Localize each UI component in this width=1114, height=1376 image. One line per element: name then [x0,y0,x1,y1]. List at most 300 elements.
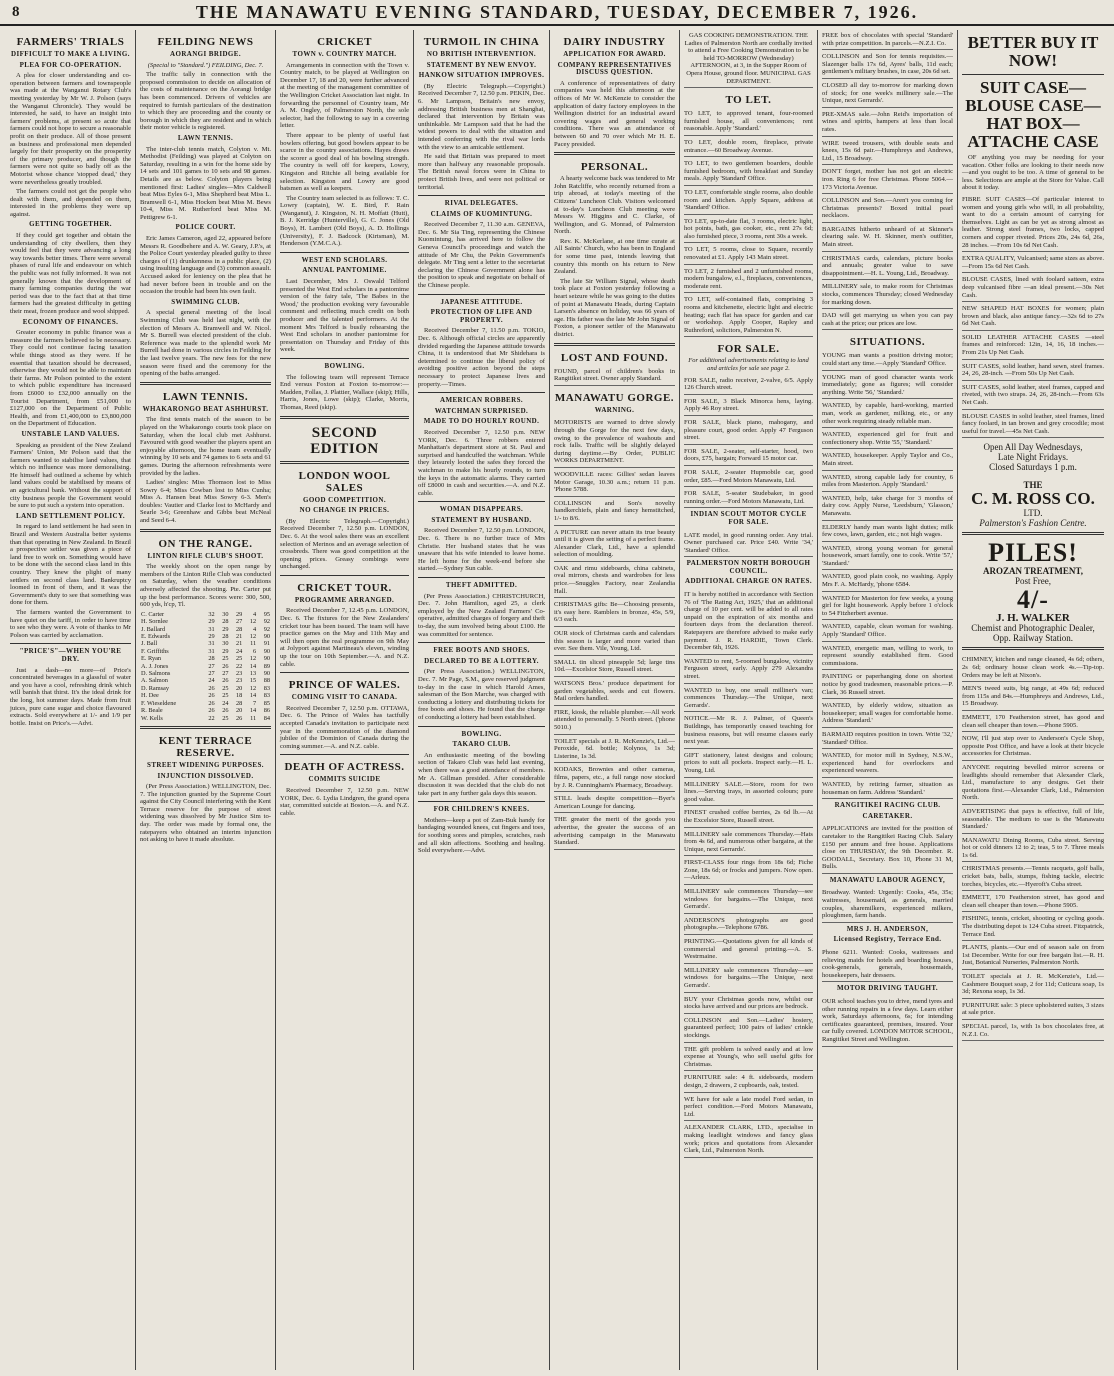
score-cell: 84 [263,714,270,722]
score-cell: 23 [236,677,243,685]
classified-ad: WE have for sale a late model Ford sedan, in perfect condition.—Ford Motors Manawatu, Ltd. [684,1094,813,1122]
shooter-name: J. Ballard [141,625,166,633]
notice-heading: MANAWATU GORGE. [554,391,675,404]
score-cell: 25 [222,655,229,663]
classified-ad: CLOSED all day to-morrow for marking down of stock; for one week's millinery sale.—The Unique, next Gerrards'. [822,80,953,108]
score-cell: 15 [249,677,257,685]
for-sale-ad: FOR SALE, 3 Black Minorca hens, laying. Apply 46 Roy street. [684,396,813,416]
product-item: SUIT CASES, solid leather, hand sewn, steel frames. 24, 26, 28-inch. —From 50s Up Net Cash. [962,361,1104,381]
classified-note: For additional advertisements relating to land and articles for sale see page 2. [688,357,809,372]
score-cell: 14 [249,707,257,715]
advert-heading: "PRICE'S"—WHEN YOU'RE DRY. [19,647,122,663]
product-item: SUIT CASES, solid leather, steel frames, capped and riveted, with two straps. 24, 26, 28-inch.—From 63s Net Cash. [962,382,1104,410]
score-cell: 20 [236,684,243,692]
score-cell: 25 [222,684,229,692]
column-farmers-trials [6,30,136,1370]
classified-ad: COLLINSON and Son.—Aren't you coming for Christmas presents? Boxed initial pearl necklaces. [822,195,953,223]
classified-ad: FISHING, tennis, cricket, shooting or cycling goods. The distributing depot is 124 Cuba street. Fitzpatrick, Terrace End. [962,913,1104,941]
for-sale-ad: FOR SALE, 2-seater, self-starter, hood, two doors, £75, bargain; Forward 15 motor car. [684,446,813,466]
score-cell: 29 [222,625,229,633]
score-cell: 29 [208,618,215,626]
article-paragraph: A special general meeting of the local Swimming Club was held last night, with the election of Messrs A. Bramwell and W. Nicol. Mr S. Burrell was elected president of the club. Reference was made to the splendid work Mr Burrell had done in various circles in Feilding for the last twelve years. The new fees for the new season were fixed and the ceremony for the opening of the baths arranged. [140,309,271,378]
gas-demo-ad: GAS COOKING DEMONSTRATION. THE Ladies of Palmerston North are cordially invited to attend a Free Cooking Demonstration to be held TO-MORROW (Wednesday) AFTERNOON, at 3, in the Supper Room of Opera House, ground floor. MUNICIPAL GAS DEPARTMENT. [684,30,813,88]
article-subheading: AMERICAN ROBBERS. [439,396,524,405]
article-subheading: TOWN v. COUNTRY MATCH. [292,50,397,58]
classified-ad: PRINTING.—Quotations given for all kinds of commercial and general printing.—A. S. Westrmaine. [684,936,813,964]
classified-heading: SITUATIONS. [849,336,926,349]
classified-ad: PLANTS, plants.—Our end of season sale on from 1st December. Write for our free bargain list.—R. H. Just, Botanical Nurseries, Palmerston North. [962,942,1104,970]
article-paragraph: The farmers could not get the people who dealt with them, and depended on them, interested in the problems they were up against. [10,188,131,218]
score-cell: 26 [222,707,229,715]
masthead [0,0,1114,26]
article-paragraph: (Per Press Association.) WELLINGTON, Dec. 7. The injunction granted by the Supreme Court against the City Council interfering with the Kent Terrace reserve for the purpose of street widening was dissolved by Mr Justice Sim to-day. The order was made by formal one, the ratepayers who obtained an interim injunction not asking to have it made absolute. [140,783,271,844]
score-cell: 13 [249,670,257,678]
classified-ad: ANDERSON'S photographs are good photographs.—Telephone 6786. [684,915,813,935]
classified-ad: MILLINERY sale commences Thursday—see windows for bargains.—The Unique, next Gerrards'. [684,886,813,914]
article-heading: DAIRY INDUSTRY [563,36,666,48]
situation-ad: WANTED, housekeeper. Apply Taylor and Co., Main street. [822,450,953,470]
article-paragraph: If they could get together and obtain the understanding of city dwellers, then they would feel that they were advancing a long way towards better times. There were several phases of rural life and endeavour on which the public was not fully informed. It was not generally known that the development of many farming companies during the war period was due to the fact that at that time farmers had the greatest difficulty in getting their meat, frozen produce and wool shipped. [10,232,131,315]
score-cell: 7 [252,699,257,707]
notice-text: IT is hereby notified in accordance with Section 76 of 'The Rating Act, 1925,' that an additional charge of 10 per cent. will be added to all rates unpaid on the expiration of six months and fourteen days from the declaration thereof. Ratepayers are therefore advised to make early payment. J. R. HARDIE, Town Clerk. December 6th, 1926. [684,589,813,655]
score-cell: 12 [249,618,257,626]
article-heading: PRINCE OF WALES. [288,679,401,692]
score-cell: 14 [249,662,257,670]
ad-intro: OF anything you may be needing for your vacation. Other folks are looking to their needs now—and you ought to be too. A time of general to be less. Selections are ample at the Store for Value. Call about it today. [962,154,1104,192]
score-row [140,626,271,633]
article-paragraph: The Country team selected is as follows: T. C. Lowry (captain), W. E. Bird, F. Rain (Wanganui), J. Kingston, N. H. Moffatt (Hutt), B. J. Kerridge (Hunterville), G. C. Jones (Old Boys), H. Lambert (Old Boys), A. D. Hollings (University), F. J. Badcock (Kirtsman), M. Henderson (Y.M.C.A.). [280,194,409,248]
classified-ad: WANTED to rent, 5-roomed bungalow, vicinity Ferguson street, early. Apply 279 Alexandra street. [684,656,813,684]
shooter-name: E. Ryan [141,655,162,663]
ad-headline-line: HAT BOX— [986,114,1080,133]
rifle-scores-table [140,611,271,722]
score-row [140,655,271,662]
article-heading: TURMOIL IN CHINA [423,36,540,48]
score-cell: 28 [236,699,243,707]
situation-ad: WANTED, experienced girl for fruit and confectionery shop. Write '55,' 'Standard.' [822,429,953,449]
classified-ad: WANTED to buy, one small milliner's van; commences Thursday.—The Unique, next Gerrards'. [684,685,813,713]
article-subheading: COMING VISIT TO CANADA. [291,693,398,702]
store-ltd: LTD. [1023,508,1043,519]
to-let-ad: TO LET, 2 furnished and 2 unfurnished rooms, modern bungalow, e.l., fireplaces, conveniences, moderate rent. [684,266,813,294]
score-cell: 92 [263,625,270,633]
product-item: BLOUSE CASES, lined with foolard satteen, extra deep vulcanised fibre —an ideal present.—30s Net Cash. [962,274,1104,302]
classified-ad: TOILET specials at J. R. McKenzie's, Ltd.—Cashmere Bouquet soap, 2 for 11d; Cuticura soap, 1s 3d; Rexona soap, 1s 3d. [962,971,1104,999]
article-paragraph: Ladies' singles: Miss Thomson lost to Miss Sowry 6-4; Miss Cowban lost to Miss Cunha; Miss A. Hansen beat Miss Sowry 6-3. Men's doubles: Vautier and Clarke lost to McHardy and Searle 3-6; Greenhaw and Gibbs beat McNeal and Seed 6-4. [140,479,271,525]
article-heading: FARMERS' TRIALS [16,36,125,48]
score-cell: 91 [263,640,270,648]
article-subheading: TAKARO CLUB. [452,740,511,749]
article-subheading: WEST END SCHOLARS. [301,255,388,264]
article-heading: LAWN TENNIS. [162,390,249,403]
article-paragraph: An enthusiastic meeting of the bowling section of Takaro Club was held last evening, when there was a good attendance of members. Mr A. Gillman presided. After considerable discussion it was decided that the club do not take part in any further gala days this season. [418,751,545,797]
score-cell: 85 [263,699,270,707]
classified-ad: COLLINSON and Son.—Ladies' hosiery, guaranteed perfect; 100 pairs of ladies' crinkle stockings. [684,1015,813,1043]
classified-ad: ADVERTISING that pays is effective, full of life, seasonable. The medium to use is the 'Manawatu Standard.' [962,806,1104,834]
article-subheading: MADE TO DO HOURLY ROUND. [423,417,540,426]
article-subheading: UNSTABLE LAND VALUES. [21,429,120,438]
score-cell: 26 [208,699,215,707]
article-subheading: LAWN TENNIS. [177,133,234,142]
classified-ad: WIRE tweed trousers, with double seats and knees, 15s 6d pair.—Humphreys and Andrews, Ltd., 15 Broadway. [822,138,953,166]
store-name: C. M. ROSS CO. [971,489,1095,509]
classified-ad: STILL leads despite competition—Byer's American Lounge for dancing. [554,793,675,813]
to-let-ad: TO LET, up-to-date flat, 3 rooms, electric light, hot points, bath, gas cooker, etc., rent 27s 6d; also furnished piece, 3 rooms, rent 30s a week. [684,216,813,244]
article-paragraph: Received December 7, 11.30 a.m. GENEVA, Dec. 6. Mr Sia Ting, representing the Chinese Kuomintung, has arrived here to follow the Geneva Council's proceedings and watch the attitude of Mr Chu, the Pekin Government's delegate. Mr Ting sent a letter to the secretariat declaring the Chinese Government alone has the position to speak and negotiate on behalf of the Chinese people. [418,221,545,290]
situation-ad: PAINTING or paperhanging done on shortest notice by good tradesmen, reasonable prices.—P. Clark, 36 Russell street. [822,671,953,699]
classified-heading: INDIAN SCOUT MOTOR CYCLE FOR SALE. [690,510,807,526]
score-cell: 12 [249,684,257,692]
classified-ad: OAK and rimu sideboards, china cabinets, oval mirrors, chests and wardrobes for less price.—Snuggles Factory, near Zealandia Hall. [554,563,675,598]
score-cell: 28 [222,633,229,641]
classified-ad: FURNITURE sale: 3 piece upholstered suites, 3 sizes at sale price. [962,1000,1104,1020]
situation-ad: WANTED, help, take charge for 3 months of dairy cow. Apply Nurse, 'Leedsburn,' 'Glasson,' Manawatu. [822,493,953,521]
score-cell: 30 [222,640,229,648]
notice-subheading: WARNING. [594,405,635,414]
score-cell: 25 [236,655,243,663]
score-cell: 26 [208,684,215,692]
article-paragraph: A hearty welcome back was tendered to Mr John Ratcliffe, who recently returned from a trip abroad, at today's meeting of the Citizens' Luncheon Club. Visitors welcomed at to-day's Luncheon Club meeting were Messrs W. Higgins and C. Clarke, of Wellington, and G. Monrad, of Palmerston North. [554,175,675,236]
score-cell: 90 [263,633,270,641]
for-sale-ad: FOR SALE, black piano, mahogany, and pleasure court, good order. Apply 47 Ferguson street. [684,417,813,445]
shooter-name: D. Salmons [141,670,171,678]
classified-ad: GIFT stationery, latest designs and colours; prices to suit all pockets. Inspect early.—H. L. Young, Ltd. [684,750,813,778]
shooter-name: F. Wieseldene [141,699,177,707]
classified-ad: BARGAINS hitherto unheard of at Skinner's clearing sale. W. H. Skinner, men's outfitter, Main street. [822,224,953,252]
score-cell: 27 [208,670,215,678]
article-paragraph: Received December 7, 11.50 p.m. TOKIO, Dec. 6. Although official circles are apparently divided regarding the Japanese attitude towards China, it is understood that Mr Shidehara is determined to continue the liberal policy of avoiding positive action beyond the steps necessary to protect Japanese lives and property.—Times. [418,327,545,388]
notice-heading: RANGITIKEI RACING CLUB. [834,801,941,810]
article-subheading: WOMAN DISAPPEARS. [439,505,524,514]
notice-text: OUR school teaches you to drive, mend tyres and other running repairs in a few days. Learn either work, Saturdays afternoons, 6s; for intending certificates guaranteed, premises, insured. Your car fully covered. LONDON MOTOR SCHOOL, Rangitikei Street and Wellington. [822,996,953,1047]
article-paragraph: Received December 7, 12.45 p.m. LONDON, Dec. 6. The fixtures for the New Zealanders' cricket tour has been issued. The team will have practice games on the May and 11th May and will then open the real programme on 9th May at Jolyport against Martineau's eleven, winding up the tour on 10th September.—A. and N.Z. cable. [280,607,409,668]
score-cell: 11 [250,640,257,648]
article-paragraph: There appear to be plenty of useful fast bowlers offering, but good bowlers appear to be scarce in the country associations. Hayes draws the scorer a good deal of his bowling strength. The country is well off for keepers, Lowry, Kingston and Ritchie all being available for selection. Kingston and Lowry are good batsmen as well as keepers. [280,131,409,193]
classified-list [822,30,953,330]
for-sale-list [684,375,813,509]
score-cell: 83 [263,684,270,692]
article-subheading: GETTING TOGETHER. [29,220,112,229]
article-paragraph: Last December, Mrs J. Oswald Telford presented the West End scholars in a pantomime version of the fairy tale, 'The Babes in the Wood,' the production evoking very favourable comment and reflecting much credit on both producer and the talented performers. At the moment Mrs Telford is busily rehearsing the West End scholars in another pantomime for presentation on Thursday and Friday of this week. [280,278,409,354]
classified-ad: MILLINERY sale commences Thursday—see windows for bargains.—The Unique, next Gerrards'. [684,965,813,993]
article-subheading: COMPANY REPRESENTATIVES DISCUSS QUESTION. [557,60,672,77]
notice-heading: PALMERSTON NORTH BOROUGH COUNCIL. [686,559,811,575]
score-cell: 24 [236,647,243,655]
notice-subheading: ADDITIONAL CHARGE ON RATES. [685,577,812,586]
article-subheading: STREET WIDENING PURPOSES. [147,760,264,769]
article-subheading: WHAKARONGO BEAT ASHHURST. [142,404,269,413]
classified-ad: FURNITURE sale: 4 ft. sideboards, modern design, 2 drawers, 2 cupboards, oak, tested. [684,1072,813,1092]
article-paragraph: The following team will represent Terrace End versus Foxton at Foxton to-morrow:—Madden, Follas, J. Plattier, Wallace (skip); Hills, Harris, Jones, Lowe (skip); Clarke, Morris, Thomas, Reed (skip). [280,373,409,411]
score-cell: 24 [208,677,215,685]
notice-heading: MOTOR DRIVING TAUGHT. [836,984,939,993]
article-subheading: PROGRAMME ARRANGED. [294,595,395,604]
chemist-location: Opp. Railway Station. [993,633,1073,644]
article-subheading: COMMITS SUICIDE [308,775,381,784]
score-row [140,677,271,684]
advert-text: Just a dash—no more—of Price's concentrated beverages in a glassful of water and you have a cool, refreshing drink which will banish that thirst. It's the ideal drink for the long, hot summer days. Made from fruit juices, pure cane sugar and choice flavoured extracts. Sold everywhere at 1/- and 1/9 per bottle. Insist on Price's.—Advt. [10,666,131,727]
article-subheading: STATEMENT BY NEW ENVOY. [426,60,537,69]
to-let-ad: TO LET, double room, fireplace, private entrance.—60 Broadway Avenue. [684,137,813,157]
score-row [140,648,271,655]
situation-ad: WANTED, for motor mill in Sydney, N.S.W., experienced hand for overlockers and experienced weavers. [822,750,953,778]
article-subheading: BOWLING. [461,729,502,738]
article-paragraph: (By Electric Telegraph.—Copyright.) Received December 7, 12.50 p.m. PEKIN, Dec. 6. Mr Lampson, Britain's new envoy, addressing British business men at Shanghai, declared that intervention by Britain was unthinkable. Mr Lampson said that he had the widest powers to deal with the situation and intended conferring with the rival war lords with the view to an amicable settlement. [418,82,545,151]
piles-headline: PILES! [988,538,1078,568]
score-cell: 11 [250,714,257,722]
score-cell: 92 [263,618,270,626]
for-sale-ad: FOR SALE, radio receiver, 2-valve, 6/5. Apply 126 Church street. [684,375,813,395]
article-paragraph: Greater economy in public finance was a measure the farmers believed to be necessary. They could not continue facing taxation while things stood as they were. If he essential that taxation should be decreased, otherwise they would not be able to maintain their farms. Mr Polson pointed to the extent to which public expenditure has increased from £6000 to £32,000 annually on the Tourist Department, from £51,000 to £127,000 on the Department of Public Health, and from £1,400,000 to £3,800,000 on the Department of Education. [10,329,131,428]
classified-ad: WATSONS Bros.' produce department for garden vegetables, seeds and cut flowers. Mail orders handled. [554,678,675,706]
classified-ad: MANAWATU Dining Rooms, Cuba street. Serving hot or cold dinners 12 to 2; teas, 5 to 7. Three meals 1s 6d. [962,835,1104,863]
score-cell: 25 [222,692,229,700]
score-cell: 25 [222,714,229,722]
classified-ad: CHIMNEY, kitchen and range cleaned, 4s 6d; others, 2s 6d; ordinary house clean work 4s.—Tip-top. Orders may be left at Nixon's. [962,654,1104,682]
classified-ad: LATE model, in good running order. Any trial. Owner purchased car. Price £40. Write '34,' 'Standard' Office. [684,530,813,558]
to-let-ad: TO LET, 5 rooms, close to Square, recently renovated at £1. Apply 143 Main street. [684,244,813,264]
article-paragraph: Speaking as president of the New Zealand Farmers' Union, Mr Polson said that the farmers wanted to stabilise land values, that which no influence was more demoralising. He himself had outlined a scheme by which land values could be stabilised by means of an agricultural bank. Without the support of city business people the Government would be sure to put such a system into operation. [10,441,131,510]
shooter-name: H. Sornlee [141,618,168,626]
classified-heading: TO LET. [725,94,772,107]
to-let-ad: TO LET, self-contained flats, comprising 3 rooms and kitchenette, electric light and electric heating; each flat has space for garden and car or workshop. Apply Cooper, Rapley and Ruthreford, solicitors, Palmerston N. [684,294,813,337]
classified-list [962,654,1104,1041]
product-item: BLOUSE CASES in solid leather, steel frames, lined fancy foolard, in tan brown and grey crocodile; most useful for travel.—45s Net Cash. [962,411,1104,439]
notice-subheading: Licensed Registry, Terrace End. [833,935,942,944]
situation-ad: WANTED, energetic man, willing to work, to represent soundly established firm. Good commissions. [822,643,953,671]
article-subheading: STATEMENT BY HUSBAND. [431,515,532,524]
to-let-list [684,108,813,337]
situations-list [822,350,953,799]
classified-heading: LOST AND FOUND. [560,351,669,364]
post-free: Post Free, [1015,576,1051,587]
article-paragraph: A plea for closer understanding and co-operation between farmers and townspeople was made at the Wanganui Rotary Club's meeting yesterday by Mr W. J. Polson (says the Wanganui Chronicle). They would be interested, he said, to have an insight into farmers' problems, at present so acute that farmers could not hope to secure a reasonable profit on their produce. All of those present as business and professional men depended largely for their prosperity on the prosperity of the primary producer, and though the farmers were not quite so badly off as the Motorist whose chance 'stopped dead,' they were nevertheless greatly troubled. [10,72,131,186]
column-cricket [276,30,414,1370]
article-paragraph: The farmers wanted the Government to have quiet on the tariff, in order to have time to see who they were. A vote of thanks to Mr Polson was carried by acclamation. [10,608,131,639]
classified-ad: EMMETT, 170 Featherston street, has good and clean sell cheaper than town.—Phone 5905. [962,892,1104,912]
notice-text: APPLICATIONS are invited for the position of caretaker to the Rangitikei Racing Club. Salary £150 per annum and free house. Applications close on THURSDAY, the 9th December. R. GOODALL, Secretary. Box 10, Phone 31 M, Bulls. [822,823,953,874]
score-cell: 21 [236,633,243,641]
score-cell: 31 [208,647,215,655]
score-cell: 29 [222,647,229,655]
wanted-list [684,656,813,1158]
score-row [140,670,271,677]
score-cell: 26 [222,662,229,670]
classified-ad: ANYONE requiring bevelled mirror screens or leadlights should remember that Alexander Clark, Ltd., manufacture to any designs. Get their quotations first.—Alexander Clark, Ltd., Palmerston North. [962,762,1104,805]
score-cell: 28 [222,618,229,626]
article-subheading: RIVAL DELEGATES. [444,199,519,208]
notice-heading: MANAWATU LABOUR AGENCY, [829,875,946,884]
article-paragraph: (Per Press Association.) WELLINGTON, Dec. 7. Mr Page, S.M., gave reserved judgment to-day in the case in which Harold Ames, salesman of the Bon Marche, was charged with conducting a lottery and distributing tickets for free boots and shoes. He found that the charge of conducting a lottery had been established. [418,668,545,721]
article-subheading: WATCHMAN SURPRISED. [434,406,529,415]
classified-ad: OUR stock of Christmas cards and calendars this season is larger and more varied than ever. See them. Vile, Young, Ltd. [554,628,675,656]
score-cell: 90 [263,647,270,655]
article-subheading: LAND SETTLEMENT POLICY. [16,511,125,520]
classified-ad: FINEST crushed coffee berries, 2s 6d lb.—At the Excelsior Store, Russell street. [684,807,813,827]
ad-headline: BETTER BUY IT NOW! [967,33,1099,70]
score-cell: 31 [208,625,215,633]
article-heading: LONDON WOOL SALES [298,469,391,494]
score-row [140,692,271,699]
situation-ad: WANTED, good plain cook, no washing. Apply Mrs F. A. McHardy, 'phone 6584. [822,571,953,591]
classified-ad: NOW, I'll just step over to Anderson's Cycle Shop, opposite Post Office, and have a look at their bicycle accessories for Christmas. [962,733,1104,761]
classified-ad: A PICTURE can never attain its true beauty until it is given the setting of a perfect frame. Alexander Clark, Ltd., have a splendid selection of moulding. [554,527,675,562]
article-paragraph: The weekly shoot on the open range by members of the Linton Rifle Club was conducted on Saturday, when the weather conditions adversely affected the shooting. Pte. Carter put up the best performance. Scores were: 300, 500, 600 yds, h'cp, Tl. [140,563,271,609]
to-let-ad: TO LET, comfortable single rooms, also double room and kitchen. Apply Square, address at 'Standard' Office. [684,187,813,215]
situation-ad: WANTED, by retiring farmer, situation as houseman on farm. Address 'Standard.' [822,779,953,799]
shooter-name: F. Griffiths [141,647,169,655]
article-heading: PERSONAL. [580,161,649,174]
notice-text: Broadway. Wanted: Urgently: Cooks, 45s, 35s; waitresses, housemaid, as generals, married couples, sharemilkers, experienced milkers, ploughmen, farm hands. [822,887,953,922]
article-paragraph: Received December 7, 12.50 p.m. NEW YORK, Dec. 6. Three robbers entered Manhattan's department store at St. Paul and surprised and handcuffed the watchman. While they leisurely looted the safes they forced the watchman to make his hourly rounds, to turn the keys in the automatic alarms. They carried off £8000 in cash and securities.—A. and N.Z. cable. [418,428,545,497]
classified-ad: COLLINSON and Son's novelty handkerchiefs, plain and fancy hemstitched, 1/- to 8/6. [554,498,675,526]
score-cell: 6 [252,647,257,655]
article-subheading: NO CHANGE IN PRICES. [299,506,390,515]
shooter-name: A. J. Jones [141,662,169,670]
article-subheading: BOWLING. [324,361,365,370]
score-cell: 24 [222,699,229,707]
score-cell: 26 [208,692,215,700]
classified-ad: THE greater the merit of the goods you advertise, the greater the success of an advertising campaign in the Manawatu Standard. [554,814,675,849]
article-subheading: GOOD COMPETITION. [302,495,387,504]
article-subheading: APPLICATION FOR AWARD. [563,50,666,58]
article-paragraph: He said that Britain was prepared to meet more than halfway any reasonable proposals. The British naval forces were in China to protect British lives, and were not political or territorial. [418,153,545,191]
article-paragraph: In regard to land settlement he had seen in Brazil and Western Australia better systems than that operating in New Zealand. In Brazil a prospective settler was given a piece of land free to work on. Something would have to be done with the second class land in this country. They knew the plight of many settlers on second class land. Bankruptcy loomed in front of them, and it was the Government's duty to see that something was done for them. [10,523,131,607]
column-classifieds-to-let [680,30,818,1370]
classified-ad: KODAKS, Brownies and other cameras, films, papers, etc., a full range now stocked by J. R. Cunningham's Pharmacy, Broadway. [554,764,675,792]
article-heading: CRICKET TOUR. [297,581,392,594]
classified-ad: CHRISTMAS gifts: Be—Choosing presents, it's easy here. Ramblers in bronze, 45s, 5/9, 6/3 each. [554,599,675,627]
treatment-name: AROZAN TREATMENT, [982,566,1083,577]
column-turmoil-in-china [414,30,550,1370]
product-item: EXTRA QUALITY, Vulcanised; same sizes as above.—From 15s 6d Net Cash. [962,253,1104,273]
score-cell: 21 [236,640,243,648]
classified-ad: DAD will get marrying us when you can pay cash at the price; our prices are low. [822,310,953,330]
article-subheading: SWIMMING CLUB. [171,297,240,306]
article-heading: CRICKET [317,36,372,48]
article-subheading: DIFFICULT TO MAKE A LIVING. [11,50,130,58]
article-paragraph: Arrangements in connection with the Town v. Country match, to be played at Wellington on December 17, 18 and 20, were further advanced at the meeting of the management committee of the Wellington Cricket Association last night. In forwarding the personnel of Country team, Mr A. M. Ongley, of Palmerston North, the sole selector, had the following to say in a covering letter. [280,61,409,130]
ad-headline-line: BLOUSE CASE— [965,96,1101,115]
classified-ad: MILLINERY sale, to make room for Christmas stocks, commences Thursday; closed Wednesday for marking down. [822,281,953,309]
shooter-name: R. Beale [141,707,163,715]
situation-ad: YOUNG man of good character wants work immediately; gone as figures; will consider anything. Write '56,' 'Standard.' [822,372,953,400]
score-cell: 30 [222,610,229,618]
score-cell: 95 [263,610,270,618]
store-hours: Open All Day Wednesdays, [983,442,1083,453]
score-cell: 12 [249,633,257,641]
article-subheading: DECLARED TO BE A LOTTERY. [424,656,539,665]
column-situations [818,30,958,1370]
article-paragraph: Eric James Cameron, aged 22, appeared before Messrs R. Goodbehere and A. W. Geary, J.P.'s, at the Police Court yesterday pleaded guilty to three charges of (1) drunkenness in a public place, (2) using insulting language and (3) common assault. Accused asked for leniency on the plea that he had never before been in trouble and on the occasion the trouble had been his own fault. [140,235,271,296]
score-row [140,640,271,647]
score-cell: 22 [208,714,215,722]
for-sale-ad: FOR SALE, 2-seater Hupmobile car, good order, £85.—Ford Motors Manawatu, Ltd. [684,467,813,487]
shooter-name: H. Dee [141,692,159,700]
score-cell: 88 [263,677,270,685]
column-display-ads [958,30,1108,1370]
store-the: THE [1023,480,1043,491]
article-heading: DEATH OF ACTRESS. [284,761,405,774]
shooter-name: W. Kells [141,714,163,722]
article-subheading: HANKOW SITUATION IMPROVES. [418,71,545,80]
article-paragraph: The traffic tally in connection with the proposed commission to decide on allocation of the costs of maintenance on the Aorangi bridge has been commenced. Drivers of vehicles are required to furnish particulars of the destination to which they are proceeding and the county or borough in which they are resident and in which their motor vehicle is registered. [140,71,271,132]
article-subheading: ANNUAL PANTOMIME. [302,266,387,275]
notice-heading: MRS J. H. ANDERSON, [846,924,929,933]
score-cell: 31 [208,640,215,648]
shooter-name: C. Carter [141,610,165,618]
score-cell: 26 [236,714,243,722]
column-feilding-news [136,30,276,1370]
situation-ad: WANTED, strong young woman for general housework, smart family, one to cook. Write '57,' 'Standard.' [822,543,953,571]
article-heading: ON THE RANGE. [158,537,253,550]
product-item: NEW SHAPED HAT BOXES for women; plain brown and black, also antique fancy.—32s 6d to 27s 6d Net Cash. [962,303,1104,331]
score-cell: 28 [236,625,243,633]
classified-ad: FIRE, kiosk, the reliable plumber.—All work attended to personally. 5 North street. ('phone 5010.) [554,707,675,735]
article-heading: KENT TERRACE RESERVE. [158,734,253,759]
classified-ad: MILLINERY sale commences Thursday.—Hats from 4s 6d, and numerous other bargains, at the Unique, next Gerrards'. [684,829,813,857]
classified-ad: COLLINSON and Son for tennis requisites.—Slazenger balls 17s 6d, Ayres' balls, 11d each; gentlemen's military brushes, in case, 20s 6d set. [822,51,953,79]
classified-ad: FREE box of chocolates with special 'Standard' with prize competition. In parcels.—N.Z.I. Co. [822,30,953,50]
classified-ad: PRE-XMAS sale.—John Reid's importation of wines and spirits, hampers at less than local rates. [822,109,953,137]
score-cell: 22 [236,662,243,670]
article-subheading: CLAIMS OF KUOMINTUNG. [430,209,533,218]
article-subheading: NO BRITISH INTERVENTION. [426,50,537,58]
score-cell: 28 [208,655,215,663]
article-heading: FEILDING NEWS [157,36,254,48]
situation-ad: WANTED, by elderly widow, situation as housekeeper; small wages for comfortable home. Address 'Standard.' [822,700,953,728]
score-row [140,611,271,618]
score-cell: 27 [222,670,229,678]
classified-list [554,469,675,850]
article-subheading: POLICE COURT. [175,223,236,232]
page-number: 8 [12,3,20,20]
score-cell: 27 [208,662,215,670]
score-cell: 18 [236,692,243,700]
classified-ad: MEN'S tweed suits, big range, at 49s 6d; reduced from 115s and 84s.—Humphreys and Andrews, Ltd., 15 Broadway. [962,683,1104,711]
situation-ad: WANTED for Masterton for few weeks, a young girl for light housework. Apply before 1 o'clock to 54 Fitzherbert avenue. [822,593,953,621]
article-subheading: LINTON RIFLE CLUB'S SHOOT. [147,551,264,560]
price: 4/- [1017,585,1049,615]
classified-ad: THE gift problem is solved easily and at low expense at Young's, who sell useful gifts for Christmas. [684,1044,813,1072]
article-paragraph: (By Electric Telegraph.—Copyright.) Received December 7, 12.50 p.m. LONDON, Dec. 6. At the wool sales there was an excellent selection of Merinos and an average selection of crossbreds. There was good competition at the opening prices. Greasy combings were unchanged. [280,517,409,571]
article-subheading: JAPANESE ATTITUDE. [440,297,523,306]
score-cell: 86 [263,707,270,715]
score-cell: 90 [263,670,270,678]
classified-ad: FOUND, parcel of children's books in Rangitikei street. Owner apply Standard. [554,366,675,386]
second-edition-heading: SECOND EDITION [310,424,379,457]
product-item: FIBRE SUIT CASES—Of particular interest to women and young girls who will, in all probability, want to do a certain amount of carrying for themselves. Light as can be yet as strong almost as leather. Strong steel frames, two locks, capped corners and copper riveted. Prices 20s, 24s 6d, 26s, 28 inches. —From 10s 6d Net Cash. [962,194,1104,252]
score-cell: 4 [252,610,257,618]
score-cell: 26 [208,707,215,715]
article-subheading: FREE BOOTS AND SHOES. [433,646,530,655]
dateline: (Special to "Standard.") FEILDING, Dec. 7. [147,61,264,69]
classified-ad: SPECIAL parcel, 1s, with 1s box chocolates free, at N.Z.I. Co. [962,1021,1104,1041]
notice-text: MOTORISTS are warned to drive slowly through the Gorge for the next few days, owing to the prevalence of washouts and rock falls. Traffic will be slightly delayed during daytime.—By Order, PUBLIC WORKS DEPARTMENT. [554,417,675,468]
classified-heading: FOR SALE. [717,343,780,356]
to-let-ad: TO LET, to two gentlemen boarders, double furnished bedroom, with breakfast and Sunday meals. Apply 'Standard' Office. [684,158,813,186]
shooter-name: E. Edwards [141,633,171,641]
score-cell: 12 [249,655,257,663]
column-dairy-industry [550,30,680,1370]
shooter-name: A. Salmon [141,677,168,685]
situation-ad: WANTED, by capable, hard-working, married man, work as gardener, milking, etc., or any other work requiring steady reliable man. [822,400,953,428]
article-subheading: THEFT ADMITTED. [445,581,518,590]
score-row [140,663,271,670]
score-row [140,700,271,707]
newspaper-title: THE MANAWATU EVENING STANDARD, TUESDAY, DECEMBER 7, 1926. [195,1,919,22]
ad-headline-line: SUIT CASE— [980,78,1086,97]
